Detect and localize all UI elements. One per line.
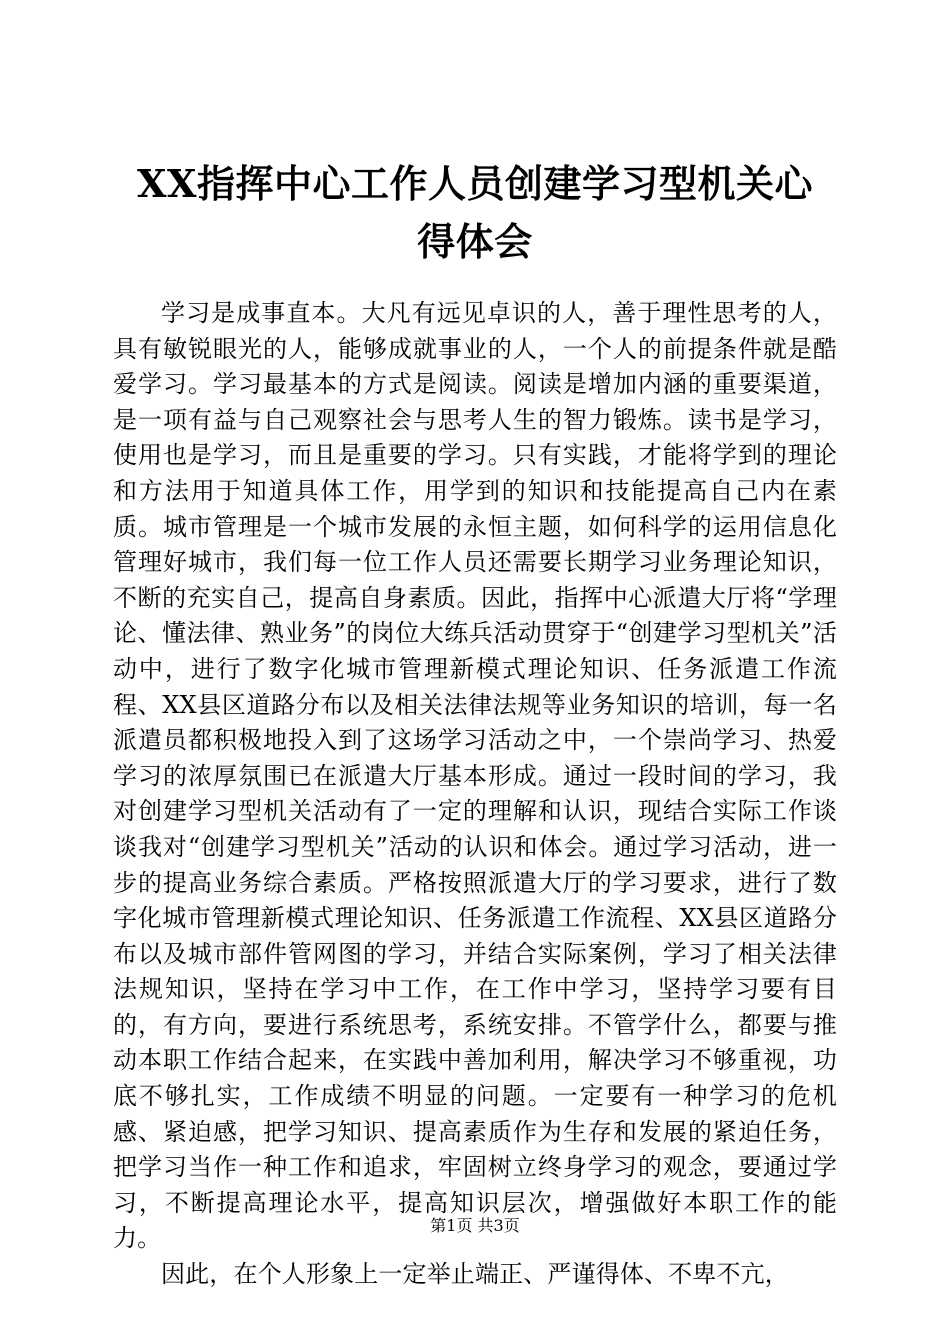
document-title: XX指挥中心工作人员创建学习型机关心得体会 xyxy=(137,161,813,264)
page-number-footer: 第1页 共3页 xyxy=(430,1216,520,1235)
document-body xyxy=(113,296,837,1293)
paragraph: 学习是成事直本。大凡有远见卓识的人，善于理性思考的人，具有敏锐眼光的人，能够成就事业的人，一个人的前提条件就是酷爱学习。学习最基本的方式是阅读。阅读是增加内涵的重要渠道，是一项有益与自己观察社会与思考人生的智力锻炼。读书是学习，使用也是学习，而且是重要的学习。只有实践，才能将学到的理论和方法用于知道具体工作，用学到的知识和技能提高自己内在素质。城市管理是一个城市发展的永恒主题，如何科学的运用信息化管理好城市，我们每一位工作人员还需要长期学习业务理论知识，不断的充实自己，提高自身素质。因此，指挥中心派遣大厅将“学理论、懂法律、熟业务”的岗位大练兵活动贯穿于“创建学习型机关”活动中，进行了数字化城市管理新模式理论知识、任务派遣工作流程、XX县区道路分布以及相关法律法规等业务知识的培训，每一名派遣员都积极地投入到了这场学习活动之中，一个崇尚学习、热爱学习的浓厚氛围已在派遣大厅基本形成。通过一段时间的学习，我对创建学习型机关活动有了一定的理解和认识，现结合实际工作谈谈我对“创建学习型机关”活动的认识和体会。通过学习活动，进一步的提高业务综合素质。严格按照派遣大厅的学习要求，进行了数字化城市管理新模式理论知识、任务派遣工作流程、XX县区道路分布以及城市部件管网图的学习，并结合实际案例，学习了相关法律法规知识，坚持在学习中工作，在工作中学习，坚持学习要有目的，有方向，要进行系统思考，系统安排。不管学什么，都要与推动本职工作结合起来，在实践中善加利用，解决学习不够重视，功底不够扎实，工作成绩不明显的问题。一定要有一种学习的危机感、紧迫感，把学习知识、提高素质作为生存和发展的紧迫任务，把学习当作一种工作和追求，牢固树立终身学习的观念，要通过学习，不断提高理论水平，提高知识层次，增强做好本职工作的能力。 xyxy=(113,299,837,1253)
paragraph: 因此，在个人形象上一定举止端正、严谨得体、不卑不亢， xyxy=(161,1260,789,1289)
